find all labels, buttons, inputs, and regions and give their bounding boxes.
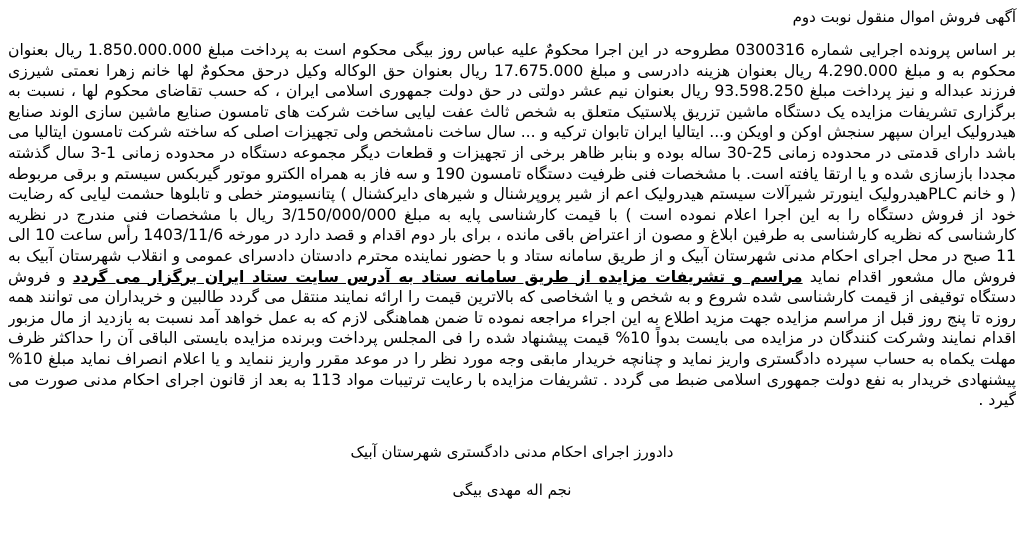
notice-title: آگهی فروش اموال منقول نوبت دوم: [792, 8, 1016, 26]
notice-body-underlined: مراسم و تشریفات مزایده از طریق سامانه ستاد به آدرس سایت ستاد ایران برگزار می گردد: [72, 267, 803, 286]
notice-body-part1: بر اساس پرونده اجرایی شماره 0300316 مطروحه در این اجرا محکومٌ علیه عباس روز بیگی محکوم است به پرداخت مبلغ 1.850.000.000 ریال بعنوان محکوم به و مبلغ 4.290.000 ریال بعنوان هزینه دادرسی و مبلغ 17.675.000 ریال بعنوان حق الوکاله وکیل درحق محکومٌ لها خانم زهرا نعمتی شیرزی فرزند عبداله و نیز پرداخت مبلغ 93.598.250 ریال بعنوان نیم عشر دولتی در حق دولت جمهوری اسلامی ایران ، که حسب تقاضای محکوم لها ، نسبت به برگزاری تشریفات مزایده یک دستگاه ماشین تزریق پلاستیک متعلق به شخص ثالث عفت لیایی ساخت شرکت های تامسون صنایع ماشین سازی الوند صنایع هیدرولیک ایران سپهر سنجش اوکن و اویکن و... ایتالیا ایران تابوان ترکیه و ... سال ساخت نامشخص ولی تجهیزات اصلی که ساخته شرکت تامسون ایتالیا می باشد دارای قدمتی در محدوده زمانی 25-30 ساله بوده و بنابر ظاهر برخی از تجهیزات و قطعات دیگر مجموعه دستگاه در محدوده زمانی 1-3 سال گذشته مجددا بازسازی شده و یا ارتقا یافته است. با مشخصات فنی ظرفیت دستگاه تامسون 190 و سه فاز به همراه الکترو موتور گیربکس سیستم و برقی مربوطه ( و خانم PLCهیدرولیک اینورتر شیرآلات سیستم هیدرولیک اعم از شیر پروپرشنال و شیرهای دایرکشنال ) پتانسیومتر خطی و تابلوها حشمت لیایی که رضایت خود از فروش دستگاه را به این اجرا اعلام نموده است ) با قیمت کارشناسی پایه به مبلغ 3/150/000/000 ریال با مشخصات فنی مندرج در نظریه کارشناسی که نظریه کارشناسی به طرفین ابلاغ و مصون از اعتراض باقی مانده ، برای بار دوم اقدام و قصد دارد در مورخه 1403/11/6 رأس ساعت 10 الی 11 صبح در محل اجرای احکام مدنی شهرستان آبیک و از طریق سامانه ستاد و با حضور نماینده محترم دادستان دادسرای عمومی و انقلاب شهرستان آبیک به فروش مال مشعور اقدام نماید: [8, 41, 1016, 286]
notice-body-part2: و فروش دستگاه توقیفی از قیمت کارشناسی شده شروع و به شخص و یا اشخاصی که بالاترین قیمت را ارائه نمایند منتقل می گردد طالبین و خریداران می توانند همه روزه تا پنج روز قبل از مراسم مزایده جهت مزید اطلاع به این اجراء مراجعه نموده تا ضمن هماهنگی لازم که به عمل خواهد آمد نسبت به بازدید از مال مزبور اقدام نمایند وشرکت کنندگان در مزایده می بایست بدواً 10% قیمت پیشنهاد شده را فی المجلس پرداخت وبرنده مزایده بایستی الباقی آن را حداکثر ظرف مهلت یکماه به حساب سپرده دادگستری واریز نماید و چنانچه خریدار مابقی وجه مورد نظر را در موعد مقرر واریز ننماید و یا اعلام انصراف نماید مبلغ 10% پیشنهادی خریدار به نفع دولت جمهوری اسلامی ضبط می گردد . تشریفات مزایده با رعایت ترتیبات مواد 113 به بعد از قانون اجرای احکام مدنی صورت می گیرد .: [8, 267, 1016, 410]
signature-name: نجم اله مهدی بیگی: [452, 481, 572, 499]
signature-office: دادورز اجرای احکام مدنی دادگستری شهرستان آبیک: [350, 443, 674, 461]
notice-body: [8, 40, 1016, 428]
